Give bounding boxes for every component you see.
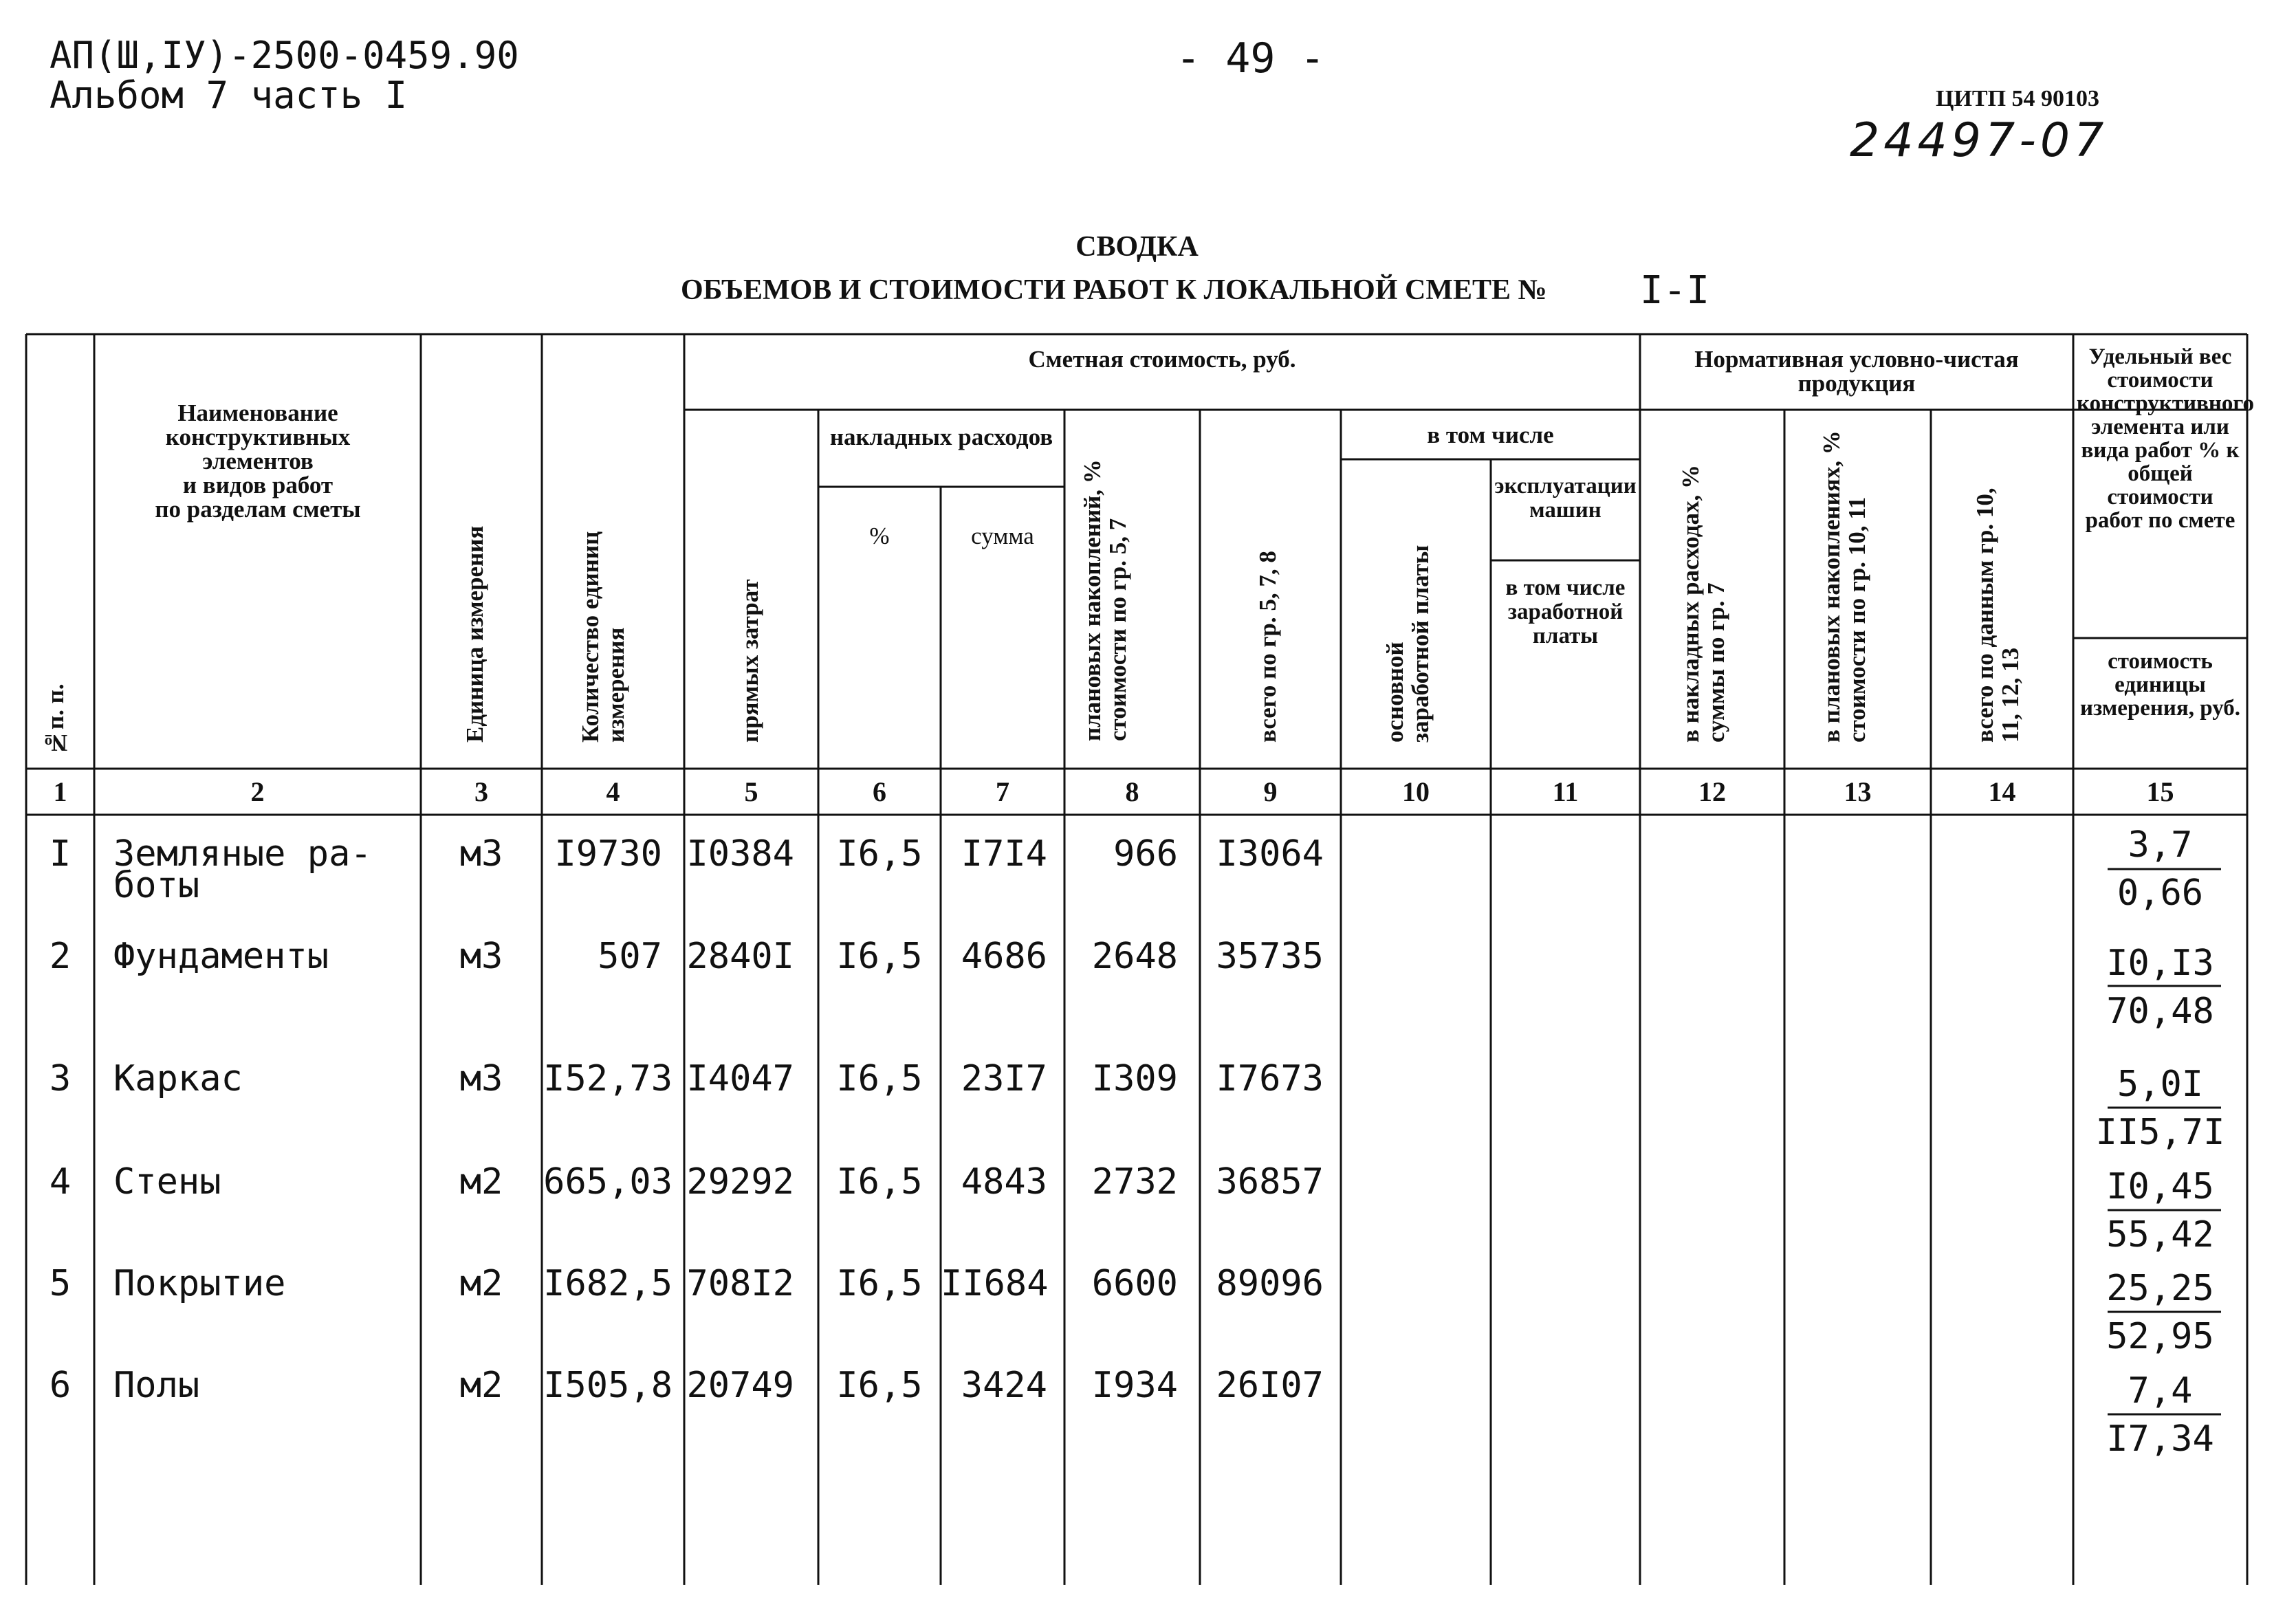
col-header-base-wage: основной заработной платы (1381, 545, 1434, 743)
row-name (113, 834, 372, 906)
column-number-15: 15 (2146, 776, 2174, 807)
row-overhead-sum: 3424 (961, 1365, 1047, 1406)
column-number-5: 5 (744, 776, 758, 807)
col-header-name-line1: Наименование (177, 399, 338, 426)
row-number: 5 (49, 1263, 72, 1304)
col-header-name-line4: и видов работ (182, 472, 334, 498)
row-direct-cost: I4047 (686, 1058, 794, 1099)
column-number-2: 2 (250, 776, 265, 807)
col-header-machine-wage: в том числе заработной платы (1505, 575, 1626, 648)
column-number-11: 11 (1552, 776, 1579, 807)
row-total: 26I07 (1216, 1365, 1324, 1406)
column-number-8: 8 (1125, 776, 1139, 807)
row-quantity: I505,8 (543, 1365, 673, 1406)
row-unit-cost: II5,7I (2095, 1112, 2225, 1153)
row-direct-cost: 20749 (686, 1365, 794, 1406)
row-number: I (49, 833, 72, 875)
row-overhead-percent: I6,5 (836, 1161, 923, 1203)
col-header-name (103, 401, 413, 521)
column-number-10: 10 (1402, 776, 1430, 807)
row-unit: м2 (459, 1365, 503, 1406)
col-header-norm-total: всего по данным гр. 10, 11, 12, 13 (1971, 487, 2024, 743)
document-subtitle: ОБЪЕМОВ И СТОИМОСТИ РАБОТ К ЛОКАЛЬНОЙ СМЕТЕ № (681, 274, 1547, 306)
group-header-overhead: накладных расходов (829, 424, 1053, 450)
row-overhead-sum: II684 (941, 1263, 1049, 1304)
row-number: 3 (49, 1058, 72, 1099)
row-share: I0,I3 (2106, 943, 2214, 984)
row-planned-savings: 2648 (1091, 936, 1178, 977)
row-name-line1: Земляные ра- (113, 833, 372, 875)
row-unit: м2 (459, 1161, 503, 1203)
row-share: 3,7 (2128, 824, 2193, 866)
column-number-7: 7 (996, 776, 1009, 807)
col-header-unit-cost: стоимость единицы измерения, руб. (2079, 649, 2241, 721)
col-header-share: Удельный вес стоимости конструктивного элемента или вида работ % к общей стоимости работ по смете (2077, 344, 2255, 533)
col-header-qty: Количество единиц измерения (577, 531, 629, 743)
row-unit-cost: 70,48 (2106, 991, 2214, 1032)
col-header-name-line5: по разделам сметы (155, 496, 361, 523)
row-overhead-sum: I7I4 (961, 833, 1047, 875)
column-number-9: 9 (1263, 776, 1278, 807)
page-number: - 49 - (1176, 34, 1325, 83)
row-total: I7673 (1216, 1058, 1324, 1099)
row-direct-cost: 29292 (686, 1161, 794, 1203)
group-header-normative: Нормативная условно-чистая продукция (1694, 346, 2019, 397)
row-name: Стены (113, 1161, 221, 1203)
estimate-number: I-I (1640, 268, 1710, 313)
col-header-sum: сумма (971, 523, 1034, 549)
col-header-name-line2: конструктивных (165, 424, 351, 450)
row-name: Покрытие (113, 1263, 286, 1304)
row-number: 2 (49, 936, 72, 977)
col-header-num: №п. п. (42, 683, 69, 756)
col-header-planned: плановых накоплений, % стоимости по гр. 5, 7 (1079, 459, 1131, 741)
row-unit: м3 (459, 936, 503, 977)
row-quantity: I682,5 (543, 1263, 673, 1304)
row-direct-cost: 708I2 (686, 1263, 794, 1304)
row-quantity: 507 (598, 936, 662, 977)
column-number-12: 12 (1698, 776, 1726, 807)
row-unit-cost: I7,34 (2106, 1418, 2214, 1460)
col-header-unit: Единица измерения (461, 525, 488, 743)
row-planned-savings: I934 (1091, 1365, 1178, 1406)
column-number-4: 4 (606, 776, 620, 807)
row-overhead-percent: I6,5 (836, 833, 923, 875)
column-number-6: 6 (873, 776, 886, 807)
registry-stamp: ЦИТП 54 90103 (1936, 86, 2100, 111)
row-overhead-percent: I6,5 (836, 1058, 923, 1099)
row-share: 7,4 (2128, 1370, 2193, 1412)
row-name-line2: боты (113, 865, 200, 906)
row-direct-cost: 2840I (686, 936, 794, 977)
row-quantity: I9730 (554, 833, 662, 875)
row-planned-savings: 966 (1113, 833, 1178, 875)
row-overhead-percent: I6,5 (836, 1365, 923, 1406)
column-number-3: 3 (474, 776, 488, 807)
row-name: Каркас (113, 1058, 243, 1099)
row-unit: м3 (459, 833, 503, 875)
row-number: 6 (49, 1365, 72, 1406)
row-overhead-sum: 4843 (961, 1161, 1047, 1203)
col-header-total: всего по гр. 5, 7, 8 (1254, 551, 1281, 743)
document-title: СВОДКА (1075, 231, 1199, 263)
group-header-machines: эксплуатации машин (1494, 474, 1637, 523)
row-number: 4 (49, 1161, 72, 1203)
row-planned-savings: 6600 (1091, 1263, 1178, 1304)
col-header-percent: % (869, 523, 890, 549)
row-unit-cost: 52,95 (2106, 1316, 2214, 1357)
col-header-direct: прямых затрат (736, 579, 763, 743)
row-planned-savings: I309 (1091, 1058, 1178, 1099)
column-number-1: 1 (53, 776, 67, 807)
document-code-line1: АП(Ш,IУ)-2500-0459.90 (50, 34, 519, 77)
row-share: I0,45 (2106, 1166, 2214, 1207)
row-unit: м3 (459, 1058, 503, 1099)
row-unit-cost: 55,42 (2106, 1214, 2214, 1255)
row-overhead-sum: 23I7 (961, 1058, 1047, 1099)
column-number-13: 13 (1844, 776, 1872, 807)
row-overhead-percent: I6,5 (836, 936, 923, 977)
col-header-name-line3: элементов (202, 448, 314, 474)
row-unit: м2 (459, 1263, 503, 1304)
row-total: 89096 (1216, 1263, 1324, 1304)
document-code-line2: Альбом 7 часть I (50, 74, 408, 117)
row-overhead-percent: I6,5 (836, 1263, 923, 1304)
row-overhead-sum: 4686 (961, 936, 1047, 977)
row-share: 5,0I (2117, 1064, 2204, 1105)
row-planned-savings: 2732 (1091, 1161, 1178, 1203)
row-name: Фундаменты (113, 936, 329, 977)
column-number-14: 14 (1988, 776, 2016, 807)
col-header-norm-overhead: в накладных расходах, % суммы по гр. 7 (1677, 465, 1729, 743)
row-total: 35735 (1216, 936, 1324, 977)
row-share: 25,25 (2106, 1268, 2214, 1309)
row-name: Полы (113, 1365, 200, 1406)
row-total: 36857 (1216, 1161, 1324, 1203)
col-header-norm-planned: в плановых накоплениях, % стоимости по гр. 10, 11 (1818, 430, 1870, 743)
row-unit-cost: 0,66 (2117, 873, 2204, 914)
group-header-cost: Сметная стоимость, руб. (1028, 346, 1296, 373)
handwritten-number: 24497-07 (1850, 113, 2108, 168)
group-header-including: в том числе (1427, 421, 1554, 448)
row-quantity: I52,73 (543, 1058, 673, 1099)
row-total: I3064 (1216, 833, 1324, 875)
row-direct-cost: I0384 (686, 833, 794, 875)
row-quantity: 665,03 (543, 1161, 673, 1203)
